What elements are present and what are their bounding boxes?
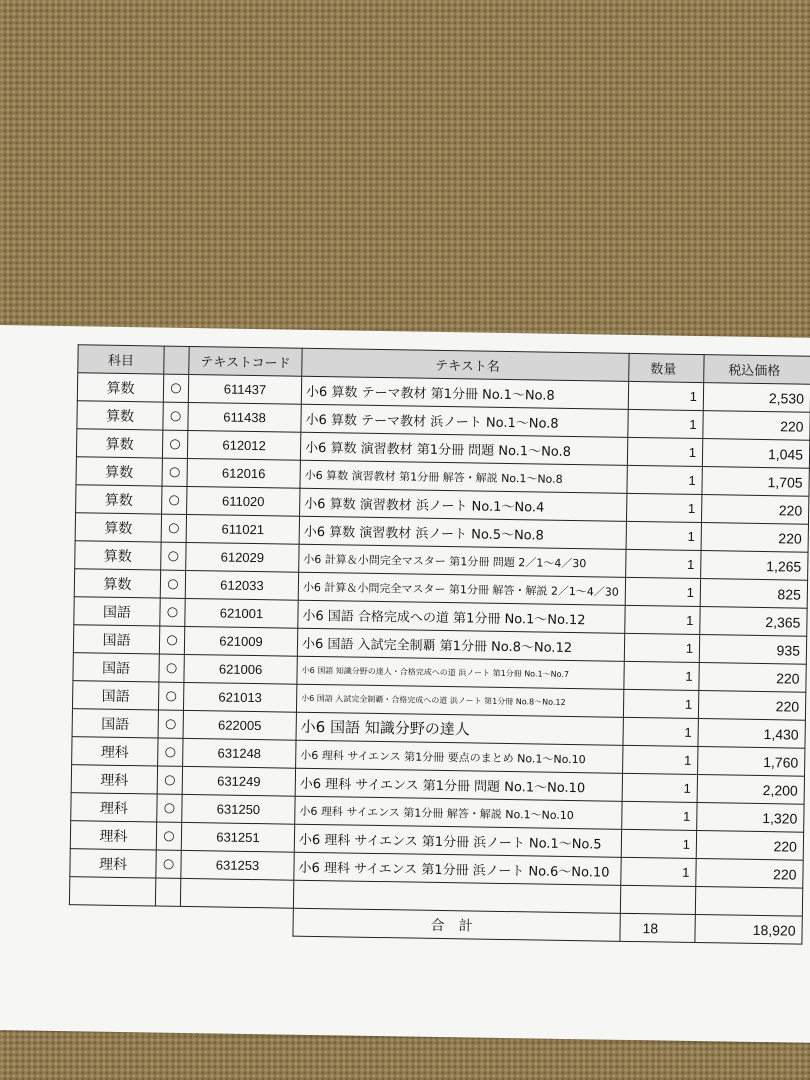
row-subject: 国語	[72, 681, 158, 710]
table-body	[69, 373, 810, 944]
row-qty: 1	[623, 717, 698, 746]
row-code: 631251	[181, 822, 294, 852]
row-qty: 1	[621, 829, 696, 858]
row-qty: 1	[626, 493, 701, 522]
total-qty: 18	[620, 913, 695, 942]
header-subject: 科目	[78, 345, 164, 374]
row-subject: 理科	[70, 821, 156, 850]
row-name: 小6 算数 演習教材 浜ノート No.5～No.8	[299, 516, 626, 549]
row-qty: 1	[621, 857, 696, 886]
row-name: 小6 国語 入試完全制覇・合格完成への道 浜ノート 第1分冊 No.8～No.12	[296, 684, 623, 717]
row-name: 小6 計算＆小問完全マスター 第1分冊 解答・解説 2／1～4／30	[298, 572, 625, 605]
row-name: 小6 理科 サイエンス 第1分冊 浜ノート No.1～No.5	[294, 824, 621, 857]
row-mark: ○	[160, 598, 185, 626]
row-price: 220	[701, 495, 808, 525]
row-name: 小6 理科 サイエンス 第1分冊 浜ノート No.6～No.10	[294, 852, 621, 885]
row-code: 612012	[187, 430, 300, 460]
row-mark: ○	[156, 822, 181, 850]
row-price: 220	[698, 691, 805, 721]
row-subject: 算数	[76, 485, 162, 514]
row-name: 小6 国語 知識分野の達人・合格完成への道 浜ノート 第1分冊 No.1～No.7	[297, 656, 624, 689]
row-subject: 理科	[71, 793, 157, 822]
row-code: 631250	[182, 794, 295, 824]
row-code: 621009	[184, 626, 297, 656]
row-code: 631248	[183, 738, 296, 768]
row-mark: ○	[158, 710, 183, 738]
row-name: 小6 理科 サイエンス 第1分冊 問題 No.1～No.10	[295, 768, 622, 801]
row-subject: 理科	[72, 737, 158, 766]
textbook-table	[68, 344, 810, 944]
row-qty: 1	[625, 577, 700, 606]
row-code: 611437	[188, 374, 301, 404]
row-mark: ○	[162, 430, 187, 458]
row-mark: ○	[158, 682, 183, 710]
row-mark: ○	[161, 542, 186, 570]
row-subject: 理科	[70, 849, 156, 878]
row-price: 220	[696, 831, 803, 861]
row-qty: 1	[627, 437, 702, 466]
row-mark: ○	[163, 374, 188, 402]
row-code: 621001	[185, 598, 298, 628]
row-qty: 1	[624, 633, 699, 662]
row-qty: 1	[623, 689, 698, 718]
row-mark: ○	[163, 402, 188, 430]
header-qty: 数量	[629, 353, 704, 382]
row-code: 621006	[184, 654, 297, 684]
row-subject: 国語	[74, 597, 160, 626]
row-qty: 1	[624, 661, 699, 690]
row-subject: 算数	[75, 513, 161, 542]
row-subject: 算数	[77, 373, 163, 402]
row-qty: 1	[628, 409, 703, 438]
row-code: 622005	[183, 710, 296, 740]
total-price: 18,920	[695, 914, 802, 944]
row-code: 612033	[185, 570, 298, 600]
row-name: 小6 国語 入試完全制覇 第1分冊 No.8～No.12	[297, 628, 624, 661]
row-price: 825	[700, 579, 807, 609]
row-code: 611021	[186, 514, 299, 544]
row-mark: ○	[160, 570, 185, 598]
row-price: 1,045	[702, 439, 809, 469]
row-mark: ○	[159, 626, 184, 654]
row-price: 2,365	[700, 607, 807, 637]
row-price: 1,760	[698, 747, 805, 777]
row-price: 1,320	[697, 803, 804, 833]
row-qty: 1	[623, 745, 698, 774]
row-price: 220	[696, 859, 803, 889]
row-subject: 算数	[77, 401, 163, 430]
row-name: 小6 理科 サイエンス 第1分冊 解答・解説 No.1～No.10	[295, 796, 622, 829]
row-qty: 1	[622, 773, 697, 802]
row-subject: 国語	[73, 653, 159, 682]
row-mark: ○	[158, 738, 183, 766]
header-code: テキストコード	[189, 346, 302, 376]
row-name: 小6 算数 テーマ教材 浜ノート No.1～No.8	[301, 404, 628, 437]
total-label: 合計	[293, 908, 620, 941]
row-code: 621013	[183, 682, 296, 712]
row-code: 631253	[181, 850, 294, 880]
row-name: 小6 理科 サイエンス 第1分冊 要点のまとめ No.1～No.10	[296, 740, 623, 773]
header-price: 税込価格	[704, 355, 810, 385]
row-qty: 1	[627, 465, 702, 494]
row-code: 612029	[186, 542, 299, 572]
header-name: テキスト名	[302, 348, 629, 381]
row-price: 935	[699, 635, 806, 665]
row-name: 小6 算数 演習教材 第1分冊 問題 No.1～No.8	[300, 432, 627, 465]
row-name: 小6 計算＆小問完全マスター 第1分冊 問題 2／1～4／30	[299, 544, 626, 577]
row-price: 220	[699, 663, 806, 693]
row-qty: 1	[622, 801, 697, 830]
row-code: 611438	[188, 402, 301, 432]
row-name: 小6 国語 合格完成への道 第1分冊 No.1～No.12	[298, 600, 625, 633]
row-code: 612016	[187, 458, 300, 488]
row-price: 220	[701, 523, 808, 553]
row-subject: 国語	[73, 625, 159, 654]
row-subject: 算数	[74, 569, 160, 598]
row-mark: ○	[161, 514, 186, 542]
row-name: 小6 算数 演習教材 第1分冊 解答・解説 No.1～No.8	[300, 460, 627, 493]
row-qty: 1	[625, 605, 700, 634]
order-sheet	[0, 325, 810, 1043]
row-qty: 1	[626, 549, 701, 578]
header-mark	[164, 346, 189, 374]
row-mark: ○	[156, 850, 181, 878]
row-qty: 1	[628, 381, 703, 410]
row-name: 小6 算数 テーマ教材 第1分冊 No.1～No.8	[301, 376, 628, 409]
row-code: 631249	[182, 766, 295, 796]
row-subject: 算数	[75, 541, 161, 570]
row-mark: ○	[162, 458, 187, 486]
row-price: 1,705	[702, 467, 809, 497]
row-mark: ○	[157, 766, 182, 794]
row-subject: 国語	[72, 709, 158, 738]
row-price: 2,530	[703, 383, 810, 413]
row-price: 2,200	[697, 775, 804, 805]
row-mark: ○	[159, 654, 184, 682]
row-name: 小6 国語 知識分野の達人	[296, 712, 623, 745]
row-subject: 算数	[76, 429, 162, 458]
row-mark: ○	[157, 794, 182, 822]
row-qty: 1	[626, 521, 701, 550]
row-subject: 理科	[71, 765, 157, 794]
row-mark: ○	[162, 486, 187, 514]
row-name: 小6 算数 演習教材 浜ノート No.1～No.4	[300, 488, 627, 521]
row-price: 220	[703, 411, 810, 441]
row-price: 1,430	[698, 719, 805, 749]
row-price: 1,265	[701, 551, 808, 581]
row-code: 611020	[187, 486, 300, 516]
row-subject: 算数	[76, 457, 162, 486]
